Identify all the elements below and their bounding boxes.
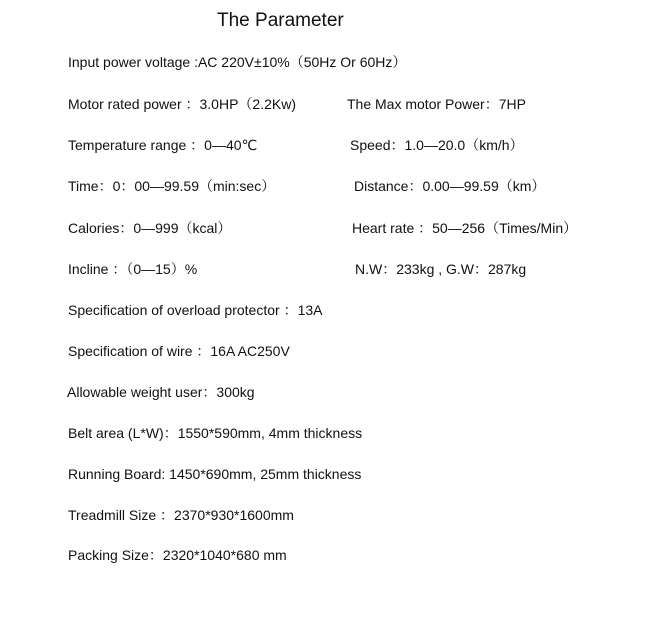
spec-allowable-user-weight: Allowable weight user：300kg	[67, 384, 255, 400]
spec-overload-protector: Specification of overload protector ：13A	[68, 302, 323, 318]
spec-weight: N.W：233kg , G.W：287kg	[355, 261, 527, 277]
spec-packing-size: Packing Size：2320*1040*680 mm	[68, 547, 287, 563]
spec-time: Time：0：00—99.59（min:sec）	[68, 178, 276, 194]
page-title: The Parameter	[217, 10, 344, 31]
spec-max-motor-power: The Max motor Power：7HP	[347, 96, 526, 112]
spec-incline: Incline ：（0—15）%	[68, 261, 198, 277]
spec-speed: Speed：1.0—20.0（km/h）	[350, 137, 524, 153]
spec-heart-rate: Heart rate ：50—256（Times/Min）	[352, 220, 578, 236]
spec-treadmill-size: Treadmill Size ：2370*930*1600mm	[68, 507, 294, 523]
spec-belt-area: Belt area (L*W)：1550*590mm, 4mm thickness	[68, 425, 363, 441]
spec-wire: Specification of wire ：16A AC250V	[68, 343, 290, 359]
spec-input-power: Input power voltage :AC 220V±10%（50Hz Or 60Hz）	[68, 54, 407, 70]
spec-running-board: Running Board: 1450*690mm, 25mm thickness	[68, 466, 362, 482]
spec-motor-rated-power: Motor rated power ：3.0HP（2.2Kw)	[68, 96, 296, 112]
spec-calories: Calories：0—999（kcal）	[68, 220, 232, 236]
spec-distance: Distance：0.00—99.59（km）	[354, 178, 546, 194]
spec-temperature-range: Temperature range ：0—40℃	[68, 137, 258, 153]
